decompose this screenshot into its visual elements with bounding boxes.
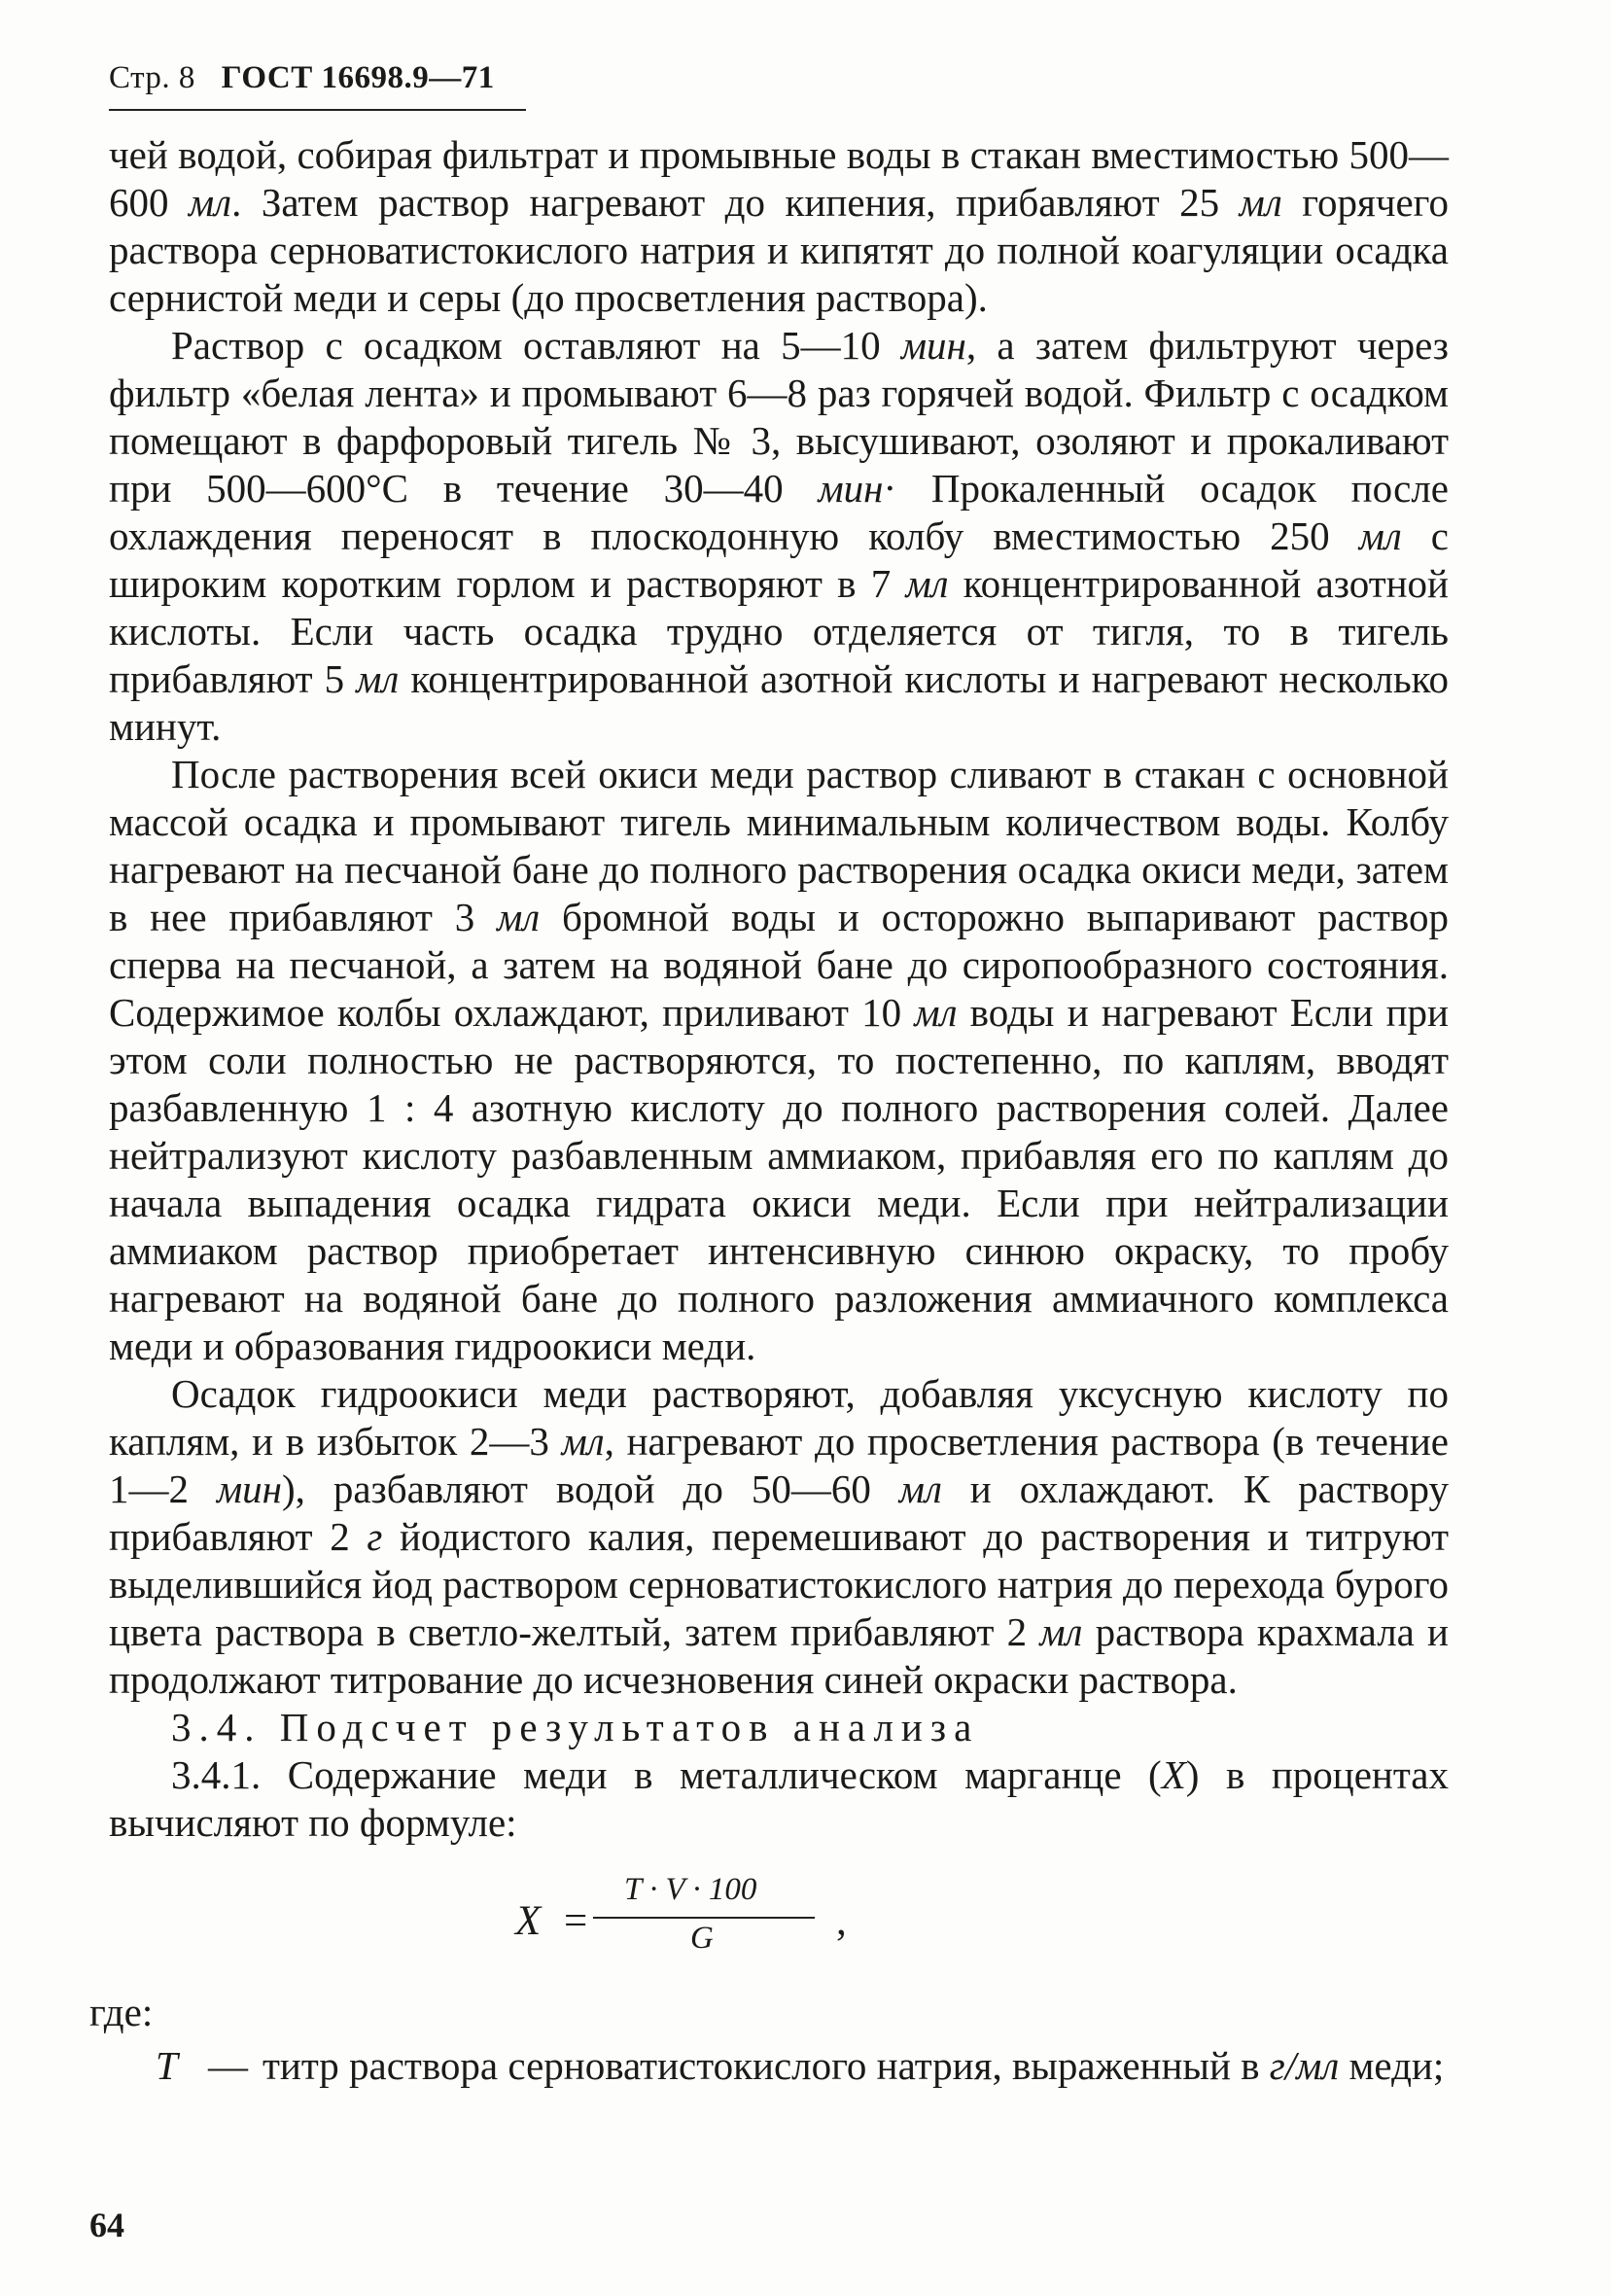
- text-segment: бромной воды и осторожно выпаривают раствор сперва на песчаной, а затем на водяной бане до сиропообразного состояния. Содержимое колбы охлаждают, приливают 10: [109, 895, 1449, 1035]
- unit-italic: мин: [818, 466, 884, 511]
- unit-italic: мл: [898, 1466, 942, 1511]
- text-segment: раствора крахмала и продолжают титрование до исчезновения синей окраски раствора.: [109, 1609, 1449, 1702]
- paragraphs: [109, 131, 1449, 1704]
- definition-text: [263, 2042, 1449, 2090]
- unit-italic: мин: [216, 1466, 282, 1511]
- body-text: [109, 131, 1449, 1847]
- text-segment: горячего раствора серноватистокислого натрия и кипятят до полной коагуляции осадка сернистой меди и серы (до просветления раствора).: [109, 180, 1449, 320]
- unit-italic: мл: [189, 180, 232, 225]
- unit-italic: мл: [1239, 180, 1282, 225]
- text-segment: . Затем раствор нагревают до кипения, прибавляют 25: [231, 180, 1240, 225]
- text-segment: концентрированной азотной кислоты и нагревают несколько минут.: [109, 656, 1449, 749]
- paragraph: [109, 751, 1449, 1370]
- definition-symbol: T: [156, 2043, 178, 2088]
- formula-denominator: G: [690, 1921, 714, 1956]
- paragraph: [109, 131, 1449, 322]
- text-segment: концентрированной азотной кислоты. Если часть осадка трудно отделяется от тигля, то в тигель прибавляют 5: [109, 561, 1449, 701]
- unit-italic: мин: [900, 323, 966, 368]
- text-segment: йодистого калия, перемешивают до растворения и титруют выделившийся йод раствором серноватистокислого натрия до перехода бурого цвета раствора в светло-желтый, затем прибавляют 2: [109, 1514, 1449, 1654]
- clause-number: 3.4.1.: [171, 1752, 262, 1797]
- unit-italic: мл: [356, 656, 400, 701]
- formula-numerator: T · V · 100: [624, 1872, 757, 1907]
- formula-comma: ,: [836, 1898, 847, 1944]
- text-segment: · Прокаленный осадок после охлаждения переносят в плоскодонную колбу вместимостью 250: [109, 466, 1449, 558]
- text-segment: с широким коротким горлом и растворяют в 7: [109, 513, 1450, 606]
- formula-equals: =: [564, 1898, 588, 1944]
- header-rule: [109, 109, 526, 111]
- unit-italic: мл: [1358, 513, 1402, 558]
- unit-italic: мл: [905, 561, 949, 606]
- unit-italic: мл: [497, 895, 541, 939]
- clause-text-after: ) в процентах вычисляют по формуле:: [109, 1752, 1449, 1845]
- formula: [515, 1872, 904, 1979]
- paragraph: [109, 1370, 1449, 1704]
- fraction-bar: [593, 1917, 815, 1919]
- unit-italic: мл: [914, 990, 958, 1035]
- text-segment: Осадок гидроокиси меди растворяют, добавляя уксусную кислоту по каплям, и в избыток 2—3: [109, 1371, 1449, 1464]
- unit-italic: г: [367, 1514, 383, 1559]
- standard-number: ГОСТ 16698.9—71: [221, 60, 495, 95]
- text-segment: Раствор с осадком оставляют на 5—10: [171, 323, 901, 368]
- where-label: где:: [89, 1990, 154, 2034]
- definition-unit: г/мл: [1269, 2043, 1340, 2088]
- section-heading: [109, 1704, 1449, 1751]
- page-header: [109, 60, 495, 96]
- formula-lhs: X: [515, 1898, 542, 1944]
- definition-text-after: меди;: [1339, 2043, 1445, 2088]
- clause-paragraph: [109, 1751, 1449, 1847]
- page-number: 64: [89, 2206, 124, 2244]
- text-segment: , а затем фильтруют через фильтр «белая лента» и промывают 6—8 раз горячей водой. Фильтр с осадком помещают в фарфоровый тигель № 3, высушивают, озоляют и прокаливают при 500—600°С в течение 30—40: [109, 323, 1449, 511]
- clause-text-before: Содержание меди в металлическом марганце (: [287, 1752, 1162, 1797]
- clause-variable: X: [1161, 1752, 1186, 1797]
- section-title: Подсчет результатов анализа: [279, 1705, 980, 1749]
- text-segment: , нагревают до просветления раствора (в течение 1—2: [109, 1419, 1449, 1511]
- definition-text-before: титр раствора серноватистокислого натрия, выраженный в: [263, 2043, 1270, 2088]
- page-label: Стр. 8: [109, 60, 195, 95]
- unit-italic: мл: [561, 1419, 605, 1464]
- unit-italic: мл: [1039, 1609, 1083, 1654]
- text-segment: и охлаждают. К раствору прибавляют 2: [109, 1466, 1449, 1559]
- text-segment: воды и нагревают Если при этом соли полностью не растворяются, то постепенно, по каплям, вводят разбавленную 1 : 4 азотную кислоту до полного растворения солей. Далее нейтрализуют кислоту разбавленным аммиаком, прибавляя его по каплям до начала выпадения осадка гидрата окиси меди. Если при нейтрализации аммиаком раствор приобретает интенсивную синюю окраску, то пробу нагревают на водяной бане до полного разложения аммиачного комплекса меди и образования гидроокиси меди.: [109, 990, 1449, 1368]
- text-segment: ), разбавляют водой до 50—60: [281, 1466, 899, 1511]
- text-segment: После растворения всей окиси меди раствор сливают в стакан с основной массой осадка и промывают тигель минимальным количеством воды. Колбу нагревают на песчаной бане до полного растворения осадка окиси меди, затем в нее прибавляют 3: [109, 752, 1449, 939]
- paragraph: [109, 322, 1449, 751]
- text-segment: чей водой, собирая фильтрат и промывные воды в стакан вместимостью 500—600: [109, 132, 1449, 225]
- definition-dash: —: [208, 2043, 248, 2088]
- section-number: 3.4.: [171, 1705, 263, 1749]
